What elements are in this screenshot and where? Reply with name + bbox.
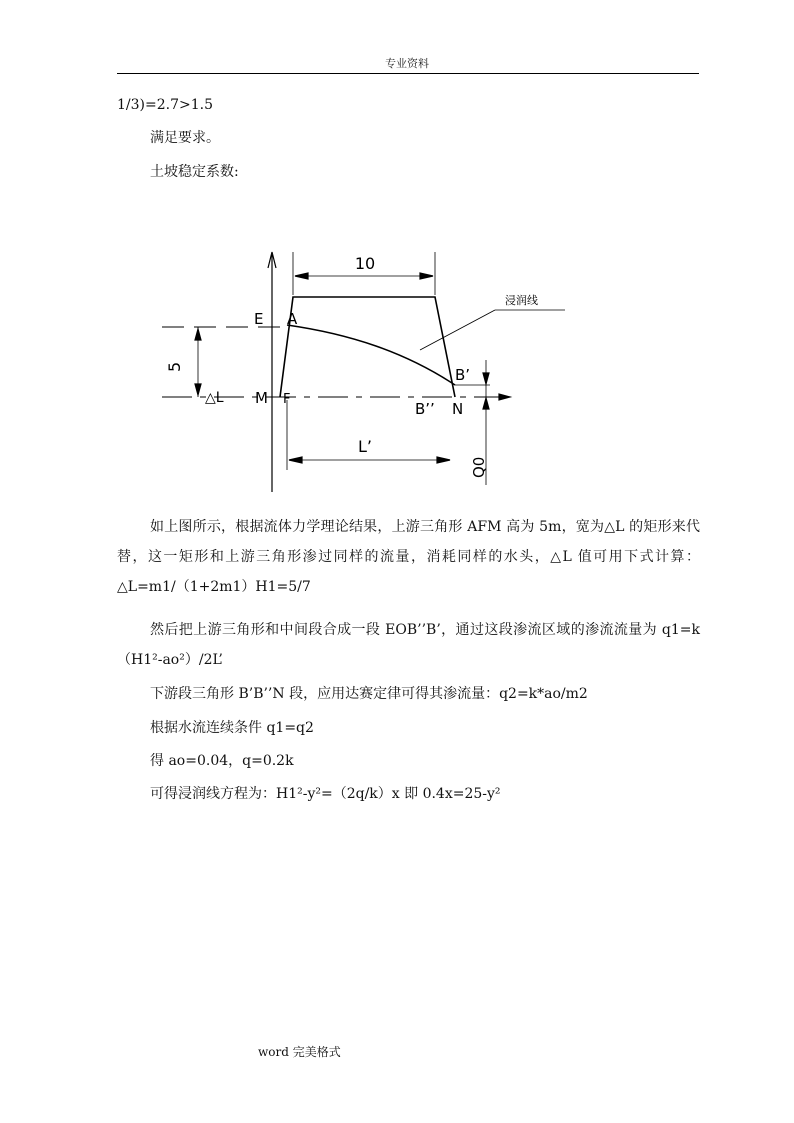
text-line-1: 1/3)=2.7>1.5 <box>117 97 213 113</box>
text-line-2: 满足要求。 <box>150 130 220 146</box>
label-dim-height: 5 <box>165 361 184 372</box>
header-rule <box>117 73 699 74</box>
label-B-double-prime: B’’ <box>415 400 435 418</box>
text-line-7: 可得浸润线方程为：H1²-y²=（2q/k）x 即 0.4x=25-y² <box>150 786 501 802</box>
label-F: F <box>283 392 291 407</box>
label-phreatic-line: 浸润线 <box>505 294 538 307</box>
seepage-diagram <box>150 240 538 500</box>
page-footer: word 完美格式 <box>258 1045 341 1059</box>
paragraph-2: 然后把上游三角形和中间段合成一段 EOB’’B’，通过这段渗流区域的渗流流量为 q1=k（H1²-ao²）/2L’ <box>117 622 700 668</box>
label-Q0: Q0 <box>470 456 488 478</box>
text-line-4: 下游段三角形 B’B’’N 段，应用达赛定律可得其渗流量：q2=k*ao/m2 <box>150 686 588 702</box>
label-dim-top: 10 <box>354 254 376 273</box>
label-L-prime: L’ <box>358 437 372 456</box>
text-line-6: 得 ao=0.04，q=0.2k <box>150 753 294 769</box>
label-B-prime: B’ <box>455 366 471 384</box>
phreatic-line <box>287 325 455 385</box>
paragraph-1: 如上图所示，根据流体力学理论结果，上游三角形 AFM 高为 5m，宽为△L 的矩形来代替，这一矩形和上游三角形渗过同样的流量，消耗同样的水头，△L 值可用下式计算：△L=m1/（1+2m1）H1=5/7 <box>117 519 700 595</box>
page-header: 专业资料 <box>385 57 429 70</box>
label-N: N <box>452 400 464 418</box>
label-M: M <box>255 389 268 407</box>
text-line-3: 土坡稳定系数: <box>150 164 239 180</box>
text-line-5: 根据水流连续条件 q1=q2 <box>150 720 314 736</box>
dam-outline <box>280 297 455 397</box>
label-E: E <box>254 310 264 328</box>
label-delta-L: △L <box>205 390 224 406</box>
label-A: A <box>287 310 298 328</box>
curve-label-leader <box>420 310 495 350</box>
